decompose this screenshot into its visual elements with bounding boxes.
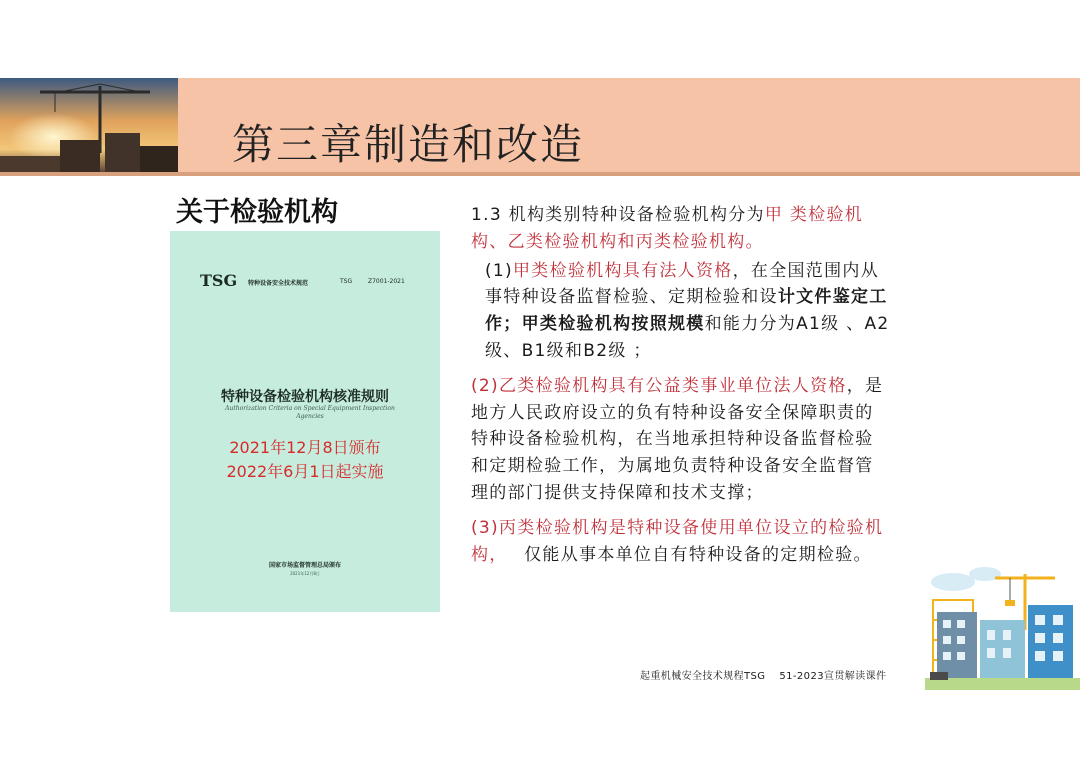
paragraph-1-3 [471, 202, 891, 256]
text-span: 1.3 机构类别特种设备检验机构分为 [471, 205, 765, 225]
highlight-span: (2)乙类检验机构具有公益类事业单位法人资格 [471, 375, 847, 396]
text-span: ，在全国范围内从事特种设备监督检验、定期检验和设 [485, 260, 879, 308]
text-span: (1) [485, 260, 513, 281]
construction-sunset-image [0, 78, 178, 173]
highlight-span: 甲 类检验机构、乙类检验机构和丙类检验机构。 [471, 205, 864, 252]
cover-std-prefix: TSG [340, 278, 353, 285]
cover-category: 特种设备安全技术规范 [248, 280, 309, 287]
building-crane-illustration [925, 560, 1080, 690]
cover-effective-date: 2022年6月1日起实施 [226, 462, 384, 481]
section-title: 关于检验机构 [176, 197, 338, 228]
header-divider [0, 172, 1080, 176]
cover-tsg-logo: TSG [200, 271, 238, 290]
cover-english-title: Authorization Criteria on Special Equipment Inspection Agencies [225, 405, 395, 420]
text-span: ，是地方人民政府设立的负有特种设备安全保障职责的特种设备检验机构，在当地承担特种设备监督检验和定期检验工作，为属地负责特种设备安全监督管理的部门提供支持保障和技术支撑； [471, 375, 884, 503]
highlight-span: (3)丙类检验机构是特种设备使用单位设立的检验机构， [471, 517, 884, 565]
paragraph-class-b [471, 373, 891, 507]
text-span: 和能力分为A1级 、A2级、B1级和B2级 ； [485, 314, 890, 361]
text-span: 仅能从事本单位自有特种设备的定期检验。 [499, 544, 872, 565]
cover-title: 特种设备检验机构核准规则 [221, 389, 389, 405]
regulation-cover-image [170, 231, 440, 612]
paragraph-class-a [471, 258, 891, 365]
highlight-span: 甲类检验机构具有法人资格 [512, 260, 733, 281]
cover-published-date: 2021年12月8日颁布 [229, 438, 381, 457]
cover-issuer-date: 2021年12月8日 [290, 571, 320, 576]
body-text [471, 202, 891, 568]
bold-span: 计文件鉴定工作；甲类检验机构按照规模 [485, 287, 888, 335]
chapter-title: 第三章制造和改造 [232, 120, 585, 169]
footer-caption: 起重机械安全技术规程TSG 51-2023宣贯解读课件 [640, 671, 887, 682]
paragraph-class-c [471, 515, 891, 569]
cover-std-number: Z7001-2021 [368, 278, 405, 285]
cover-issuer: 国家市场监督管理总局颁布 [268, 562, 341, 569]
